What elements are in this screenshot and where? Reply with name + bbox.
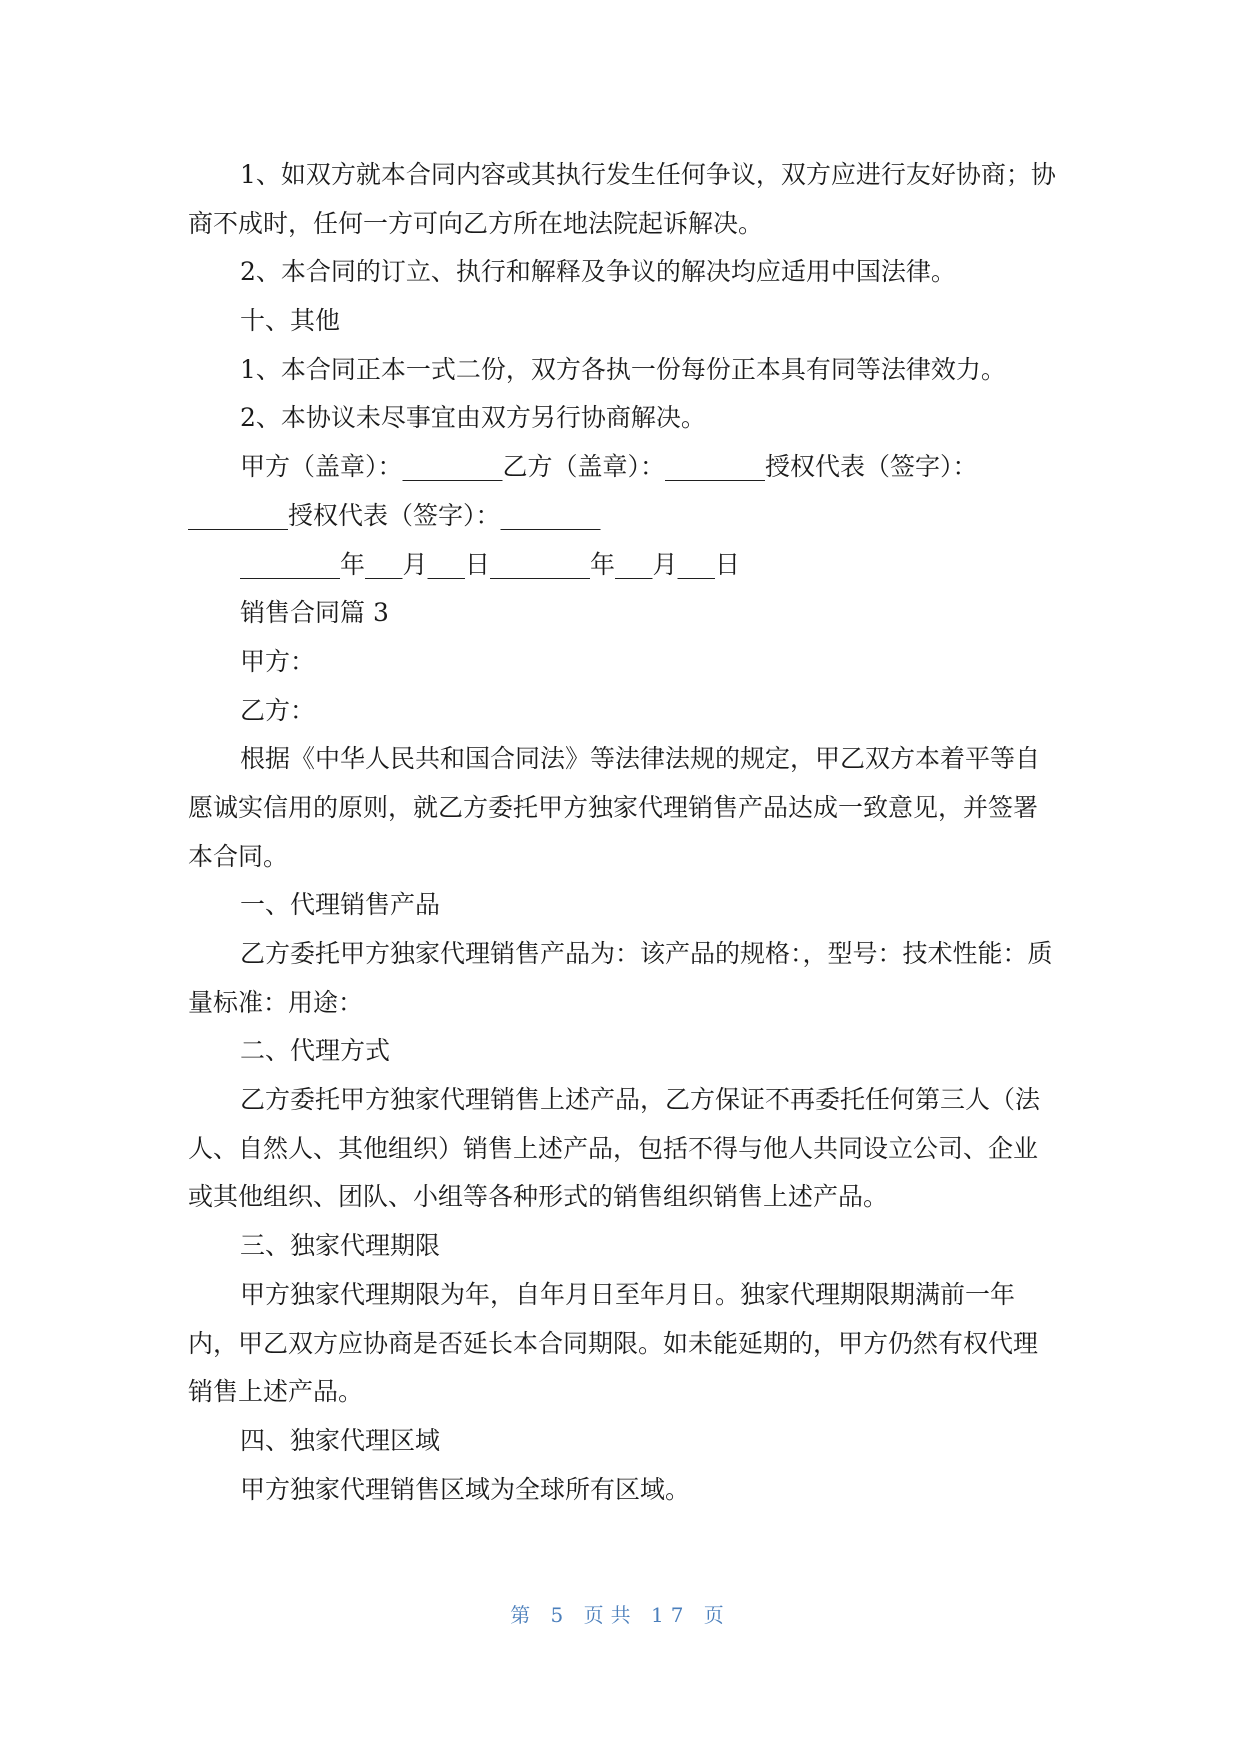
paragraph-line: 销售上述产品。 (188, 1377, 364, 1407)
page-number-footer: 第 5 页共 17 页 (510, 1603, 731, 1627)
paragraph-line: 或其他组织、团队、小组等各种形式的销售组织销售上述产品。 (188, 1182, 889, 1212)
agency-region-paragraph (188, 1466, 1058, 1515)
signature-line: ________授权代表（签字）：________ (188, 500, 601, 530)
paragraph-line: 量标准：用途： (188, 987, 364, 1017)
unresolved-matters-paragraph (188, 394, 1058, 443)
party-b-label (188, 687, 1058, 736)
section-heading-text: 十、其他 (240, 306, 341, 336)
party-b-text: 乙方： (240, 695, 316, 725)
paragraph-line: 2、本协议未尽事宜由双方另行协商解决。 (240, 403, 706, 433)
section-heading-text: 一、代理销售产品 (240, 890, 441, 920)
paragraph-line: 人、自然人、其他组织）销售上述产品，包括不得与他人共同设立公司、企业 (188, 1133, 1039, 1163)
section-heading (188, 1417, 1058, 1466)
contract-title-text: 销售合同篇 3 (240, 598, 389, 628)
paragraph-line: 商不成时，任何一方可向乙方所在地法院起诉解决。 (188, 208, 764, 238)
paragraph-line: 本合同。 (188, 841, 289, 871)
paragraph-line: 1、本合同正本一式二份，双方各执一份每份正本具有同等法律效力。 (240, 354, 1006, 384)
paragraph-line: 根据《中华人民共和国合同法》等法律法规的规定，甲乙双方本着平等自 (240, 744, 1041, 774)
document-body (188, 151, 1058, 1514)
signature-block (188, 443, 1058, 540)
product-clause-paragraph (188, 930, 1058, 1027)
agency-term-paragraph (188, 1271, 1058, 1417)
paragraph-line: 乙方委托甲方独家代理销售上述产品，乙方保证不再委托任何第三人（法 (240, 1085, 1041, 1115)
paragraph-line: 愿诚实信用的原则，就乙方委托甲方独家代理销售产品达成一致意见，并签署 (188, 792, 1039, 822)
preamble-paragraph (188, 735, 1058, 881)
governing-law-paragraph (188, 248, 1058, 297)
paragraph-line: 乙方委托甲方独家代理销售产品为：该产品的规格：，型号：技术性能：质 (240, 939, 1053, 968)
dispute-clause-paragraph (188, 151, 1058, 248)
section-heading-text: 三、独家代理期限 (240, 1231, 441, 1261)
agency-method-paragraph (188, 1076, 1058, 1222)
party-a-text: 甲方： (240, 646, 316, 676)
section-heading (188, 881, 1058, 930)
paragraph-line: 甲方独家代理销售区域为全球所有区域。 (240, 1474, 691, 1504)
section-heading-text: 二、代理方式 (240, 1036, 391, 1066)
section-heading (188, 297, 1058, 346)
paragraph-line: 1、如双方就本合同内容或其执行发生任何争议，双方应进行友好协商；协 (240, 160, 1056, 189)
paragraph-line: 甲方独家代理期限为年，自年月日至年月日。独家代理期限期满前一年 (240, 1279, 1016, 1309)
section-heading (188, 1222, 1058, 1271)
section-heading-text: 四、独家代理区域 (240, 1425, 441, 1455)
signature-line: 甲方（盖章）：________乙方（盖章）：________授权代表（签字）： (240, 452, 978, 482)
copies-clause-paragraph (188, 346, 1058, 395)
party-a-label (188, 638, 1058, 687)
section-heading (188, 1027, 1058, 1076)
contract-title (188, 589, 1058, 638)
paragraph-line: 2、本合同的订立、执行和解释及争议的解决均应适用中国法律。 (240, 257, 956, 287)
date-line: ________年___月___日________年___月___日 (240, 549, 741, 579)
signature-date-line (188, 541, 1058, 590)
paragraph-line: 内，甲乙双方应协商是否延长本合同期限。如未能延期的，甲方仍然有权代理 (188, 1328, 1039, 1358)
